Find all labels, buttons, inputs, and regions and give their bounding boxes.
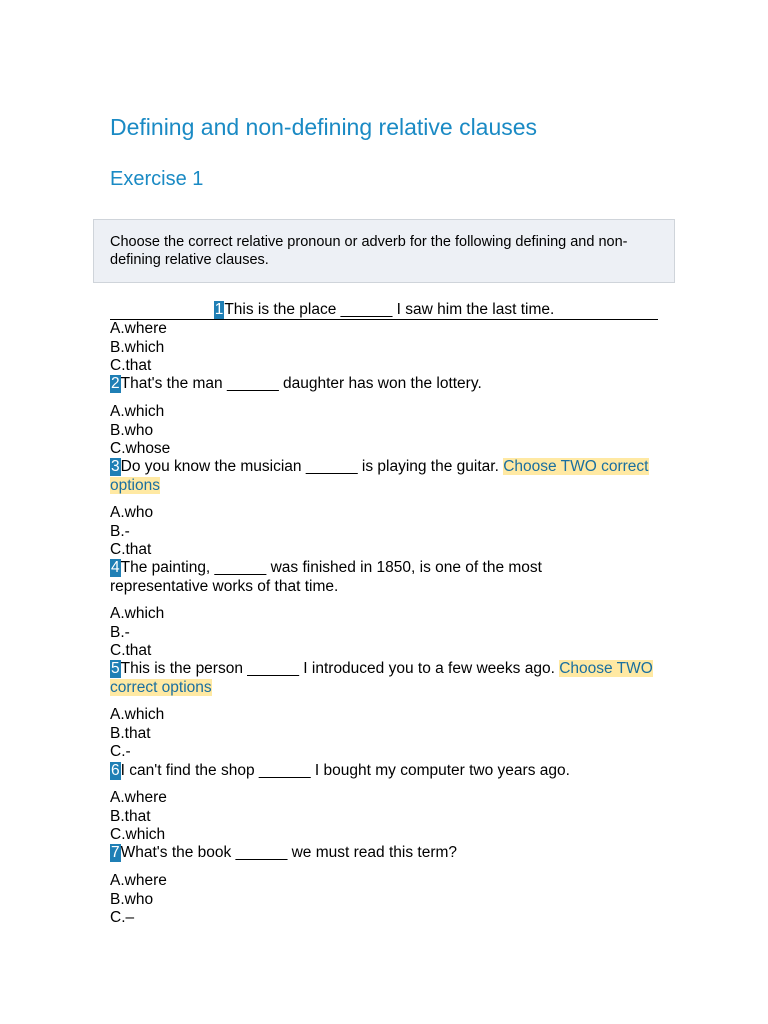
question-4-options (110, 605, 665, 661)
question-2-options (110, 403, 665, 459)
question-5-stem (110, 660, 660, 697)
option-a[interactable]: A.which (110, 403, 165, 420)
question-text: That's the man ______ daughter has won the lottery. (120, 375, 482, 392)
option-c[interactable]: C.that (110, 357, 152, 374)
question-2-stem (110, 375, 665, 394)
instructions-box (93, 219, 675, 283)
option-b[interactable]: B.which (110, 338, 165, 356)
question-number: 2 (111, 375, 120, 392)
option-c[interactable]: C.that (110, 642, 152, 659)
question-number: 3 (111, 458, 120, 475)
question-number: 5 (111, 660, 120, 677)
option-a[interactable]: A.which (110, 706, 165, 723)
question-6-options (110, 789, 665, 845)
option-a[interactable]: A.where (110, 320, 167, 337)
question-number: 1 (214, 301, 224, 318)
question-text: I can't find the shop ______ I bought my computer two years ago. (120, 762, 570, 779)
option-a[interactable]: A.which (110, 605, 165, 622)
question-3-stem (110, 458, 658, 495)
choose-two-note: Choose TWO correct options (110, 660, 653, 696)
question-number: 7 (111, 844, 120, 861)
instructions-text: Choose the correct relative pronoun or adverb for the following defining and non-defining relative clauses. (110, 234, 628, 268)
page-title: Defining and non-defining relative clauses (110, 114, 538, 140)
exercise-heading: Exercise 1 (110, 168, 204, 190)
option-b[interactable]: B.that (110, 807, 151, 825)
question-number: 4 (111, 559, 120, 576)
question-6-stem (110, 762, 665, 781)
question-text: Do you know the musician ______ is playing the guitar. (120, 458, 504, 475)
option-a[interactable]: A.where (110, 872, 167, 889)
question-text: This is the place ______ I saw him the last time. (224, 301, 555, 318)
option-b[interactable]: B.that (110, 724, 151, 742)
option-b[interactable]: B.who (110, 890, 154, 908)
question-7-stem (110, 844, 665, 863)
option-a[interactable]: A.who (110, 504, 154, 521)
option-c[interactable]: C.that (110, 541, 152, 558)
question-number: 6 (111, 762, 120, 779)
option-a[interactable]: A.where (110, 789, 167, 806)
question-4-stem (110, 559, 630, 596)
choose-two-note: Choose TWO correct options (110, 458, 649, 494)
option-c[interactable]: C.- (110, 743, 131, 760)
question-text: What's the book ______ we must read this term? (120, 844, 458, 861)
option-c[interactable]: C.which (110, 826, 166, 843)
option-b[interactable]: B.- (110, 623, 130, 641)
option-c[interactable]: C.whose (110, 440, 171, 457)
question-1-options (110, 320, 665, 376)
question-text: The painting, ______ was finished in 1850, is one of the most representative works of that time. (110, 559, 542, 595)
question-1-stem (110, 300, 658, 320)
question-7-options (110, 872, 665, 928)
question-3-options (110, 504, 665, 560)
option-b[interactable]: B.who (110, 421, 154, 439)
question-5-options (110, 706, 665, 762)
question-text: This is the person ______ I introduced you to a few weeks ago. (120, 660, 560, 677)
option-b[interactable]: B.- (110, 522, 130, 540)
option-c[interactable]: C.– (110, 909, 135, 926)
